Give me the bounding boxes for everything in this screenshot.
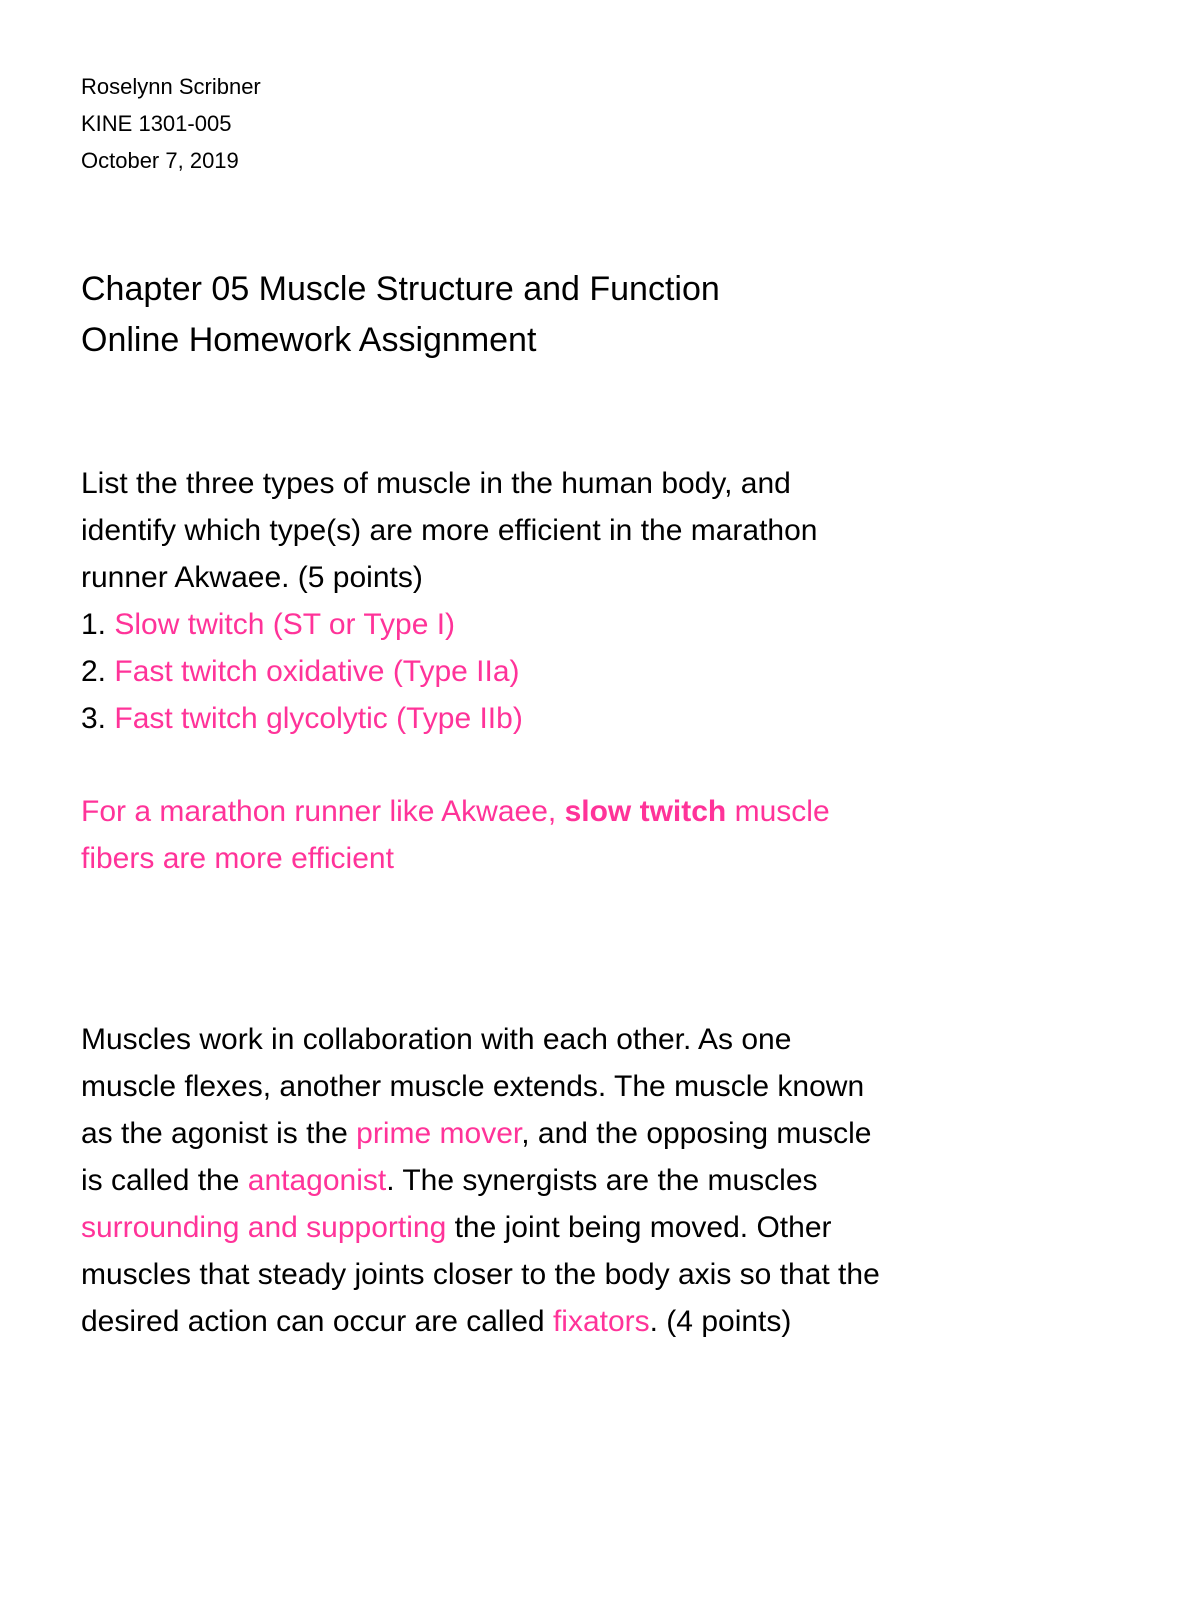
title-line-2: Online Homework Assignment (81, 321, 537, 359)
q2-text: desired action can occur are called (81, 1305, 553, 1338)
conclusion-line-2: fibers are more efficient (81, 842, 394, 875)
answer-surrounding-supporting: surrounding and supporting (81, 1211, 447, 1244)
question-2-line-3 (81, 1110, 1161, 1157)
q2-text: , and the opposing muscle (521, 1117, 872, 1150)
question-2-line-4 (81, 1157, 1161, 1204)
q2-text: is called the (81, 1164, 248, 1197)
question-2-line-2: muscle flexes, another muscle extends. The muscle known (81, 1070, 865, 1103)
question-2-line-6: muscles that steady joints closer to the body axis so that the (81, 1258, 880, 1291)
conclusion-part-1: For a marathon runner like Akwaee, (81, 795, 565, 828)
course-code: KINE 1301-005 (81, 111, 232, 136)
question-1-line-2: identify which type(s) are more efficient in the marathon (81, 514, 818, 547)
assignment-title (81, 264, 720, 366)
answer-item-1 (81, 601, 1141, 648)
question-1 (81, 460, 1141, 742)
question-2-line-7 (81, 1298, 1161, 1345)
conclusion-line-1 (81, 788, 1141, 835)
answer-item-text: Slow twitch (ST or Type I) (114, 608, 456, 641)
q2-text: as the agonist is the (81, 1117, 357, 1150)
question-2 (81, 1016, 1161, 1345)
question-1-conclusion (81, 788, 1141, 882)
question-2-line-1: Muscles work in collaboration with each other. As one (81, 1023, 792, 1056)
answer-antagonist: antagonist (247, 1164, 387, 1197)
answer-item-2 (81, 648, 1141, 695)
conclusion-bold: slow twitch (564, 795, 727, 828)
question-1-line-1: List the three types of muscle in the human body, and (81, 467, 791, 500)
student-header (81, 68, 261, 179)
question-2-line-5 (81, 1204, 1161, 1251)
answer-item-3 (81, 695, 1141, 742)
q2-text: . (4 points) (649, 1305, 792, 1338)
answer-item-number: 3. (81, 702, 107, 735)
answer-item-number: 2. (81, 655, 107, 688)
answer-prime-mover: prime mover (356, 1117, 522, 1150)
answer-item-number: 1. (81, 608, 107, 641)
q2-text: the joint being moved. Other (446, 1211, 832, 1244)
q2-text: . The synergists are the muscles (386, 1164, 818, 1197)
answer-fixators: fixators (552, 1305, 650, 1338)
question-1-line-3: runner Akwaee. (5 points) (81, 561, 423, 594)
assignment-date: October 7, 2019 (81, 148, 239, 173)
title-line-1: Chapter 05 Muscle Structure and Function (81, 270, 720, 308)
conclusion-part-2: muscle (726, 795, 830, 828)
answer-item-text: Fast twitch glycolytic (Type IIb) (114, 702, 523, 735)
student-name: Roselynn Scribner (81, 74, 261, 99)
answer-item-text: Fast twitch oxidative (Type IIa) (114, 655, 520, 688)
